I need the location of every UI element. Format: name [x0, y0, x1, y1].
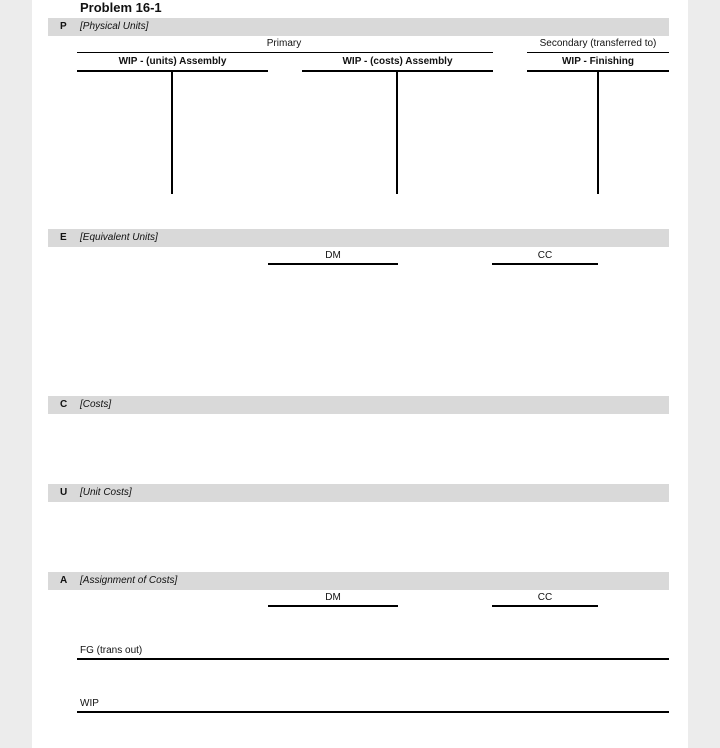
- fg-trans-out-label: FG (trans out): [80, 645, 143, 656]
- worksheet-page: [32, 0, 688, 748]
- section-letter-c: C: [60, 399, 68, 410]
- taccount-finishing-divider: [597, 72, 599, 194]
- taccount-units-assembly-title: WIP - (units) Assembly: [118, 56, 227, 67]
- section-label-physical-units: [Physical Units]: [80, 21, 149, 32]
- page-title: Problem 16-1: [80, 0, 162, 15]
- secondary-label: Secondary (transferred to): [539, 38, 657, 49]
- equiv-dm-underline: [268, 263, 398, 265]
- taccount-units-assembly-divider: [171, 72, 173, 194]
- wip-line: [77, 711, 669, 713]
- equiv-cc-underline: [492, 263, 598, 265]
- fg-trans-out-line: [77, 658, 669, 660]
- primary-label: Primary: [266, 38, 302, 49]
- section-label-equivalent-units: [Equivalent Units]: [80, 232, 158, 243]
- wip-label: WIP: [80, 698, 99, 709]
- taccount-costs-assembly-title: WIP - (costs) Assembly: [342, 56, 453, 67]
- primary-underline: [77, 52, 493, 53]
- assign-cc-header: CC: [537, 592, 553, 603]
- section-band-unit-costs: [48, 484, 669, 502]
- section-letter-a: A: [60, 575, 68, 586]
- section-letter-e: E: [60, 232, 67, 243]
- assign-cc-underline: [492, 605, 598, 607]
- equiv-cc-header: CC: [537, 250, 553, 261]
- assign-dm-header: DM: [325, 592, 341, 603]
- section-label-costs: [Costs]: [80, 399, 112, 410]
- section-label-assignment: [Assignment of Costs]: [80, 575, 178, 586]
- taccount-finishing-title: WIP - Finishing: [561, 56, 635, 67]
- section-letter-u: U: [60, 487, 68, 498]
- equiv-dm-header: DM: [325, 250, 341, 261]
- assign-dm-underline: [268, 605, 398, 607]
- section-label-unit-costs: [Unit Costs]: [80, 487, 132, 498]
- secondary-underline: [527, 52, 669, 53]
- taccount-costs-assembly-divider: [396, 72, 398, 194]
- section-letter-p: P: [60, 21, 67, 32]
- section-band-costs: [48, 396, 669, 414]
